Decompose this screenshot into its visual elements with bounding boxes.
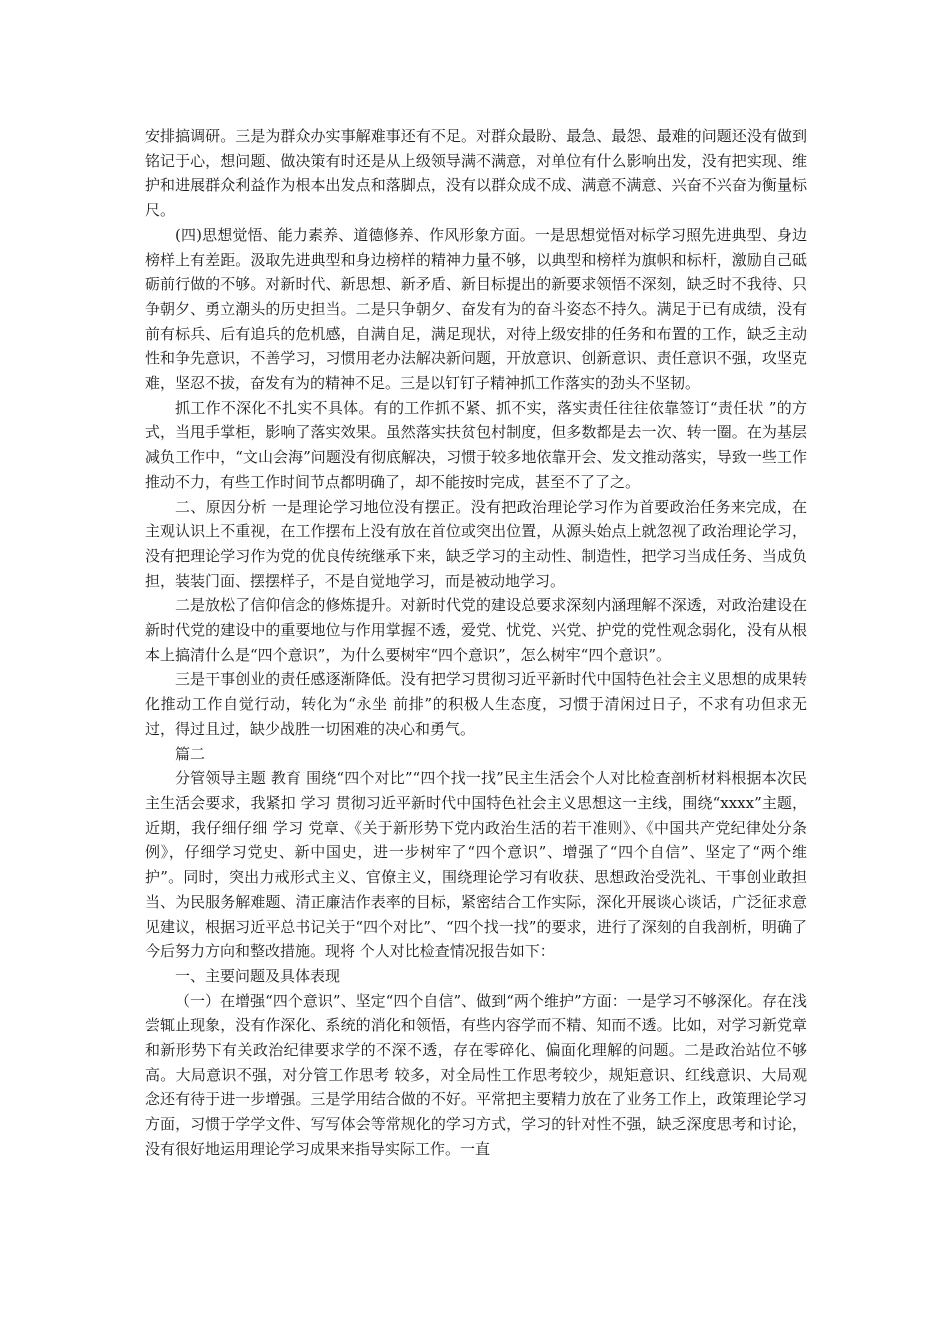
paragraph-cause-analysis: 二、原因分析 一是理论学习地位没有摆正。没有把政治理论学习作为首要政治任务来完成，在主观认识上不重视，在工作摆布上没有放在首位或突出位置，从源头始点上就忽视了政治理论学习，没有把理论学习作为党的优良传统继承下来，缺乏学习的主动性、制造性，把学习当成任务、当成负担，装装门面、摆摆样子，不是自觉地学习，而是被动地学习。	[145, 497, 807, 590]
paragraph-belief-cultivation: 二是放松了信仰信念的修炼提升。对新时代党的建设总要求深刻内涵理解不深透，对政治建设在新时代党的建设中的重要地位与作用掌握不透，爱党、忧党、兴党、护党的党性观念弱化，没有从根本上搞清什么是“四个意识”，为什么要树牢“四个意识”，怎么树牢“四个意识”。	[145, 596, 807, 664]
paragraph-responsibility: 三是干事创业的责任感逐渐降低。没有把学习贯彻习近平新时代中国特色社会主义思想的成果转化推动工作自觉行动，转化为“永坐 前排”的积极人生态度，习惯于清闲过日子，不求有功但求无过，得过且过，缺少战胜一切困难的决心和勇气。	[145, 670, 807, 738]
paragraph-part-two-intro: 分管领导主题 教育 围绕“四个对比”“四个找一找”民主生活会个人对比检查剖析材料根据本次民主生活会要求，我紧扣 学习 贯彻习近平新时代中国特色社会主义思想这一主线，围绕“xxxx”主题，近期，我仔细仔细 学习 党章、《关于新形势下党内政治生活的若干准则》、《中国共产党纪律处分条例》，仔细学习党史、新中国史，进一步树牢了“四个意识”、增强了“四个自信”、坚定了“两个维护”。同时，突出力戒形式主义、官僚主义，围绕理论学习有收获、思想政治受洗礼、干事创业敢担当、为民服务解难题、清正廉洁作表率的目标，紧密结合工作实际，深化开展谈心谈话，广泛征求意见建议，根据习近平总书记关于“四个对比”、“四个找一找”的要求，进行了深刻的自我剖析，明确了今后努力方向和整改措施。现将 个人对比检查情况报告如下：	[145, 769, 807, 961]
paragraph-section-four: (四)思想觉悟、能力素养、道德修养、作风形象方面。一是思想觉悟对标学习照先进典型、身边榜样上有差距。汲取先进典型和身边榜样的精神力量不够，以典型和榜样为旗帜和标杆，激励自己砥砺前行做的不够。对新时代、新思想、新矛盾、新目标提出的新要求领悟不深刻，缺乏时不我待、只争朝夕、勇立潮头的历史担当。二是只争朝夕、奋发有为的奋斗姿态不持久。满足于已有成绩，没有前有标兵、后有追兵的危机感，自满自足，满足现状，对待上级安排的任务和布置的工作，缺乏主动性和争先意识，不善学习，习惯用老办法解决新问题，开放意识、创新意识、责任意识不强，攻坚克难，坚忍不拔，奋发有为的精神不足。三是以钉钉子精神抓工作落实的劲头不坚韧。	[145, 225, 807, 393]
paragraph-four-consciousness: （一）在增强“四个意识”、坚定“四个自信”、做到“两个维护”方面：一是学习不够深化。存在浅尝辄止现象，没有作深化、系统的消化和领悟，有些内容学而不精、知而不透。比如，对学习新党章和新形势下有关政治纪律要求学的不深不透，存在零碎化、偏面化理解的问题。二是政治站位不够高。大局意识不强，对分管工作思考 较多，对全局性工作思考较少，规矩意识、红线意识、大局观念还有待于进一步增强。三是学用结合做的不好。平常把主要精力放在了业务工作上，政策理论学习方面，习惯于学学文件、写写体会等常规化的学习方式，学习的针对性不强，缺乏深度思考和讨论，没有很好地运用理论学习成果来指导实际工作。一直	[145, 991, 807, 1158]
heading-main-problems: 一、主要问题及具体表现	[175, 966, 341, 985]
section-heading-part-two: 篇二	[175, 744, 206, 763]
paragraph-work-implementation: 抓工作不深化不扎实不具体。有的工作抓不紧、抓不实，落实责任往往依靠签订“责任状 ”的方式，当甩手掌柜，影响了落实效果。虽然落实扶贫包村制度，但多数都是去一次、转一圈。在为基层减负工作中，“文山会海”问题没有彻底解决，习惯于较多地依靠开会、发文推动落实，导致一些工作推动不力，有些工作时间节点都明确了，却不能按时完成，甚至不了了之。	[145, 398, 807, 491]
paragraph-continued-text: 安排搞调研。三是为群众办实事解难事还有不足。对群众最盼、最急、最怨、最难的问题还没有做到铭记于心，想问题、做决策有时还是从上级领导满不满意，对单位有什么影响出发，没有把实现、维护和进展群众利益作为根本出发点和落脚点，没有以群众成不成、满意不满意、兴奋不兴奋为衡量标尺。	[145, 127, 807, 220]
document-page	[145, 124, 807, 1162]
